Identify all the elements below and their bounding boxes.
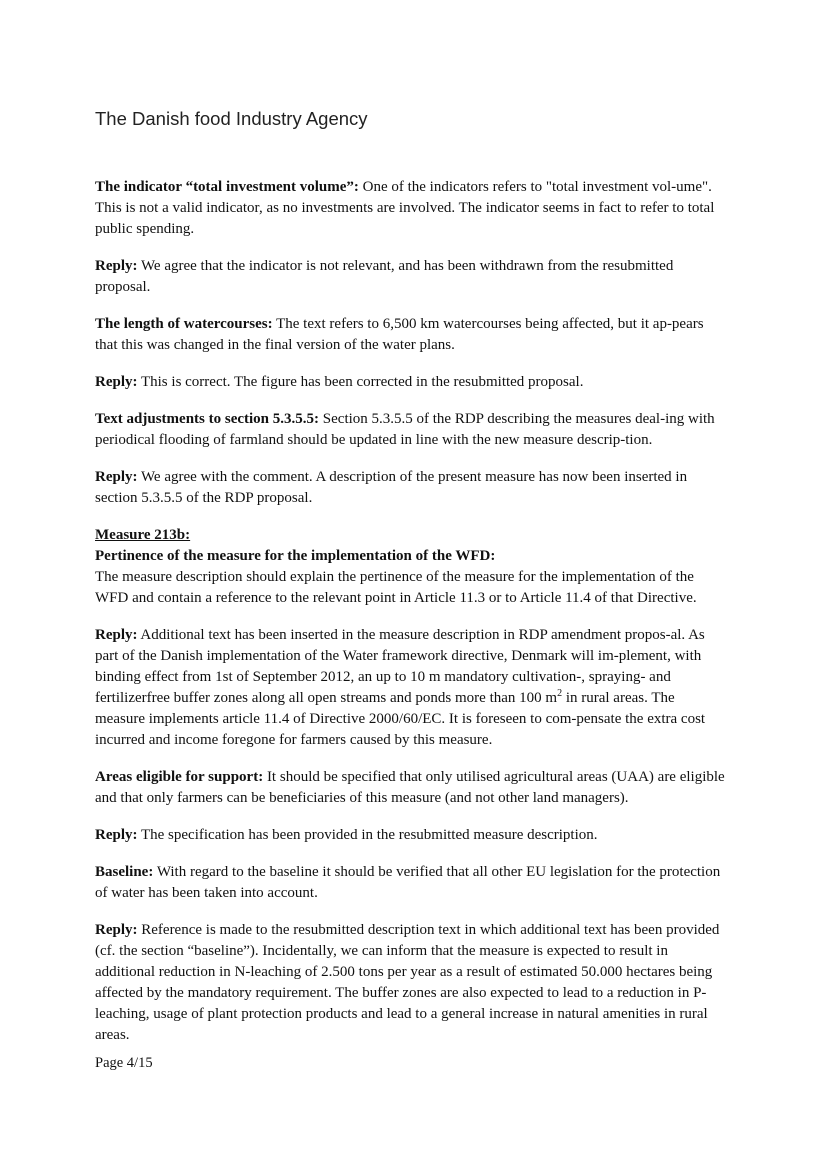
paragraph-text: Reference is made to the resubmitted description text in which additional text has been provided (cf. the section “baseline”). Incidentally, we can inform that the measure is expected to result in additional reduction in N-leaching of 2.500 tons per year as a result of estimated 50.000 hectares being affected by the mandatory requirement. The buffer zones are also expected to lead to a reduction in P-leaching, usage of plant protection products and lead to a general increase in natural amenities in rural areas. [95,922,720,1043]
paragraph-heading: Reply: [95,258,138,274]
paragraph-text: Additional text has been inserted in the measure description in RDP amendment propos-al. As part of the Danish implementation of the Water framework directive, Denmark will im-plement, with binding effect from 1st of September 2012, an up to 10 m mandatory cultivation-, spraying- and fertilizerfree buffer zones along all open streams and ponds more than 100 m [95,627,705,706]
paragraph-heading: Reply: [95,627,138,643]
paragraph [95,862,727,904]
page-number: Page 4/15 [95,1055,153,1071]
paragraph [95,177,727,240]
paragraph-text: Section 5.3.5.5 of the RDP describing the measures deal-ing with periodical flooding of farmland should be updated in line with the new measure descrip-tion. [95,411,715,448]
paragraph-text: It should be specified that only utilised agricultural areas (UAA) are eligible and that only farmers can be beneficiaries of this measure (and not other land managers). [95,769,725,806]
paragraph [95,256,727,298]
paragraph-heading: Reply: [95,469,138,485]
paragraph-text: With regard to the baseline it should be verified that all other EU legislation for the protection of water has been taken into account. [95,864,721,901]
paragraph-text: This is correct. The figure has been corrected in the resubmitted proposal. [137,374,584,390]
paragraph-heading: Baseline: [95,864,154,880]
paragraph-heading: The length of watercourses: [95,316,273,332]
measure-subtitle-text: Pertinence of the measure for the implementation of the WFD: [95,548,496,564]
paragraph-heading: Reply: [95,374,138,390]
paragraph [95,314,727,356]
paragraph-heading: The indicator “total investment volume”: [95,179,359,195]
paragraph [95,467,727,509]
paragraph-text: The specification has been provided in the resubmitted measure description. [137,827,598,843]
paragraph-text: We agree that the indicator is not relevant, and has been withdrawn from the resubmitted proposal. [95,258,674,295]
paragraph-text: We agree with the comment. A description of the present measure has now been inserted in section 5.3.5.5 of the RDP proposal. [95,469,688,506]
agency-header: The Danish food Industry Agency [95,108,368,129]
measure-text: The measure description should explain the pertinence of the measure for the implementation of the WFD and contain a reference to the relevant point in Article 11.3 or to Article 11.4 of that Directive. [95,569,697,606]
paragraph-text: One of the indicators refers to "total investment vol-ume". This is not a valid indicator, as no investments are involved. The indicator seems in fact to refer to total public spending. [95,179,715,237]
paragraph [95,825,727,846]
measure-title: Measure 213b: [95,527,191,543]
document-body [95,177,727,1062]
paragraph-heading: Areas eligible for support: [95,769,264,785]
paragraph [95,920,727,1046]
paragraph-heading: Reply: [95,922,138,938]
paragraph [95,409,727,451]
paragraph-text: The text refers to 6,500 km watercourses being affected, but it ap-pears that this was changed in the final version of the water plans. [95,316,704,353]
paragraph-text: in rural areas. The measure implements article 11.4 of Directive 2000/60/EC. It is foreseen to com-pensate the extra cost incurred and income foregone for farmers caused by this measure. [95,690,706,748]
superscript: 2 [557,688,563,699]
paragraph [95,767,727,809]
paragraph-heading: Text adjustments to section 5.3.5.5: [95,411,320,427]
measure-subtitle [95,546,727,567]
paragraph [95,372,727,393]
paragraph-heading: Reply: [95,827,138,843]
paragraph [95,625,727,751]
